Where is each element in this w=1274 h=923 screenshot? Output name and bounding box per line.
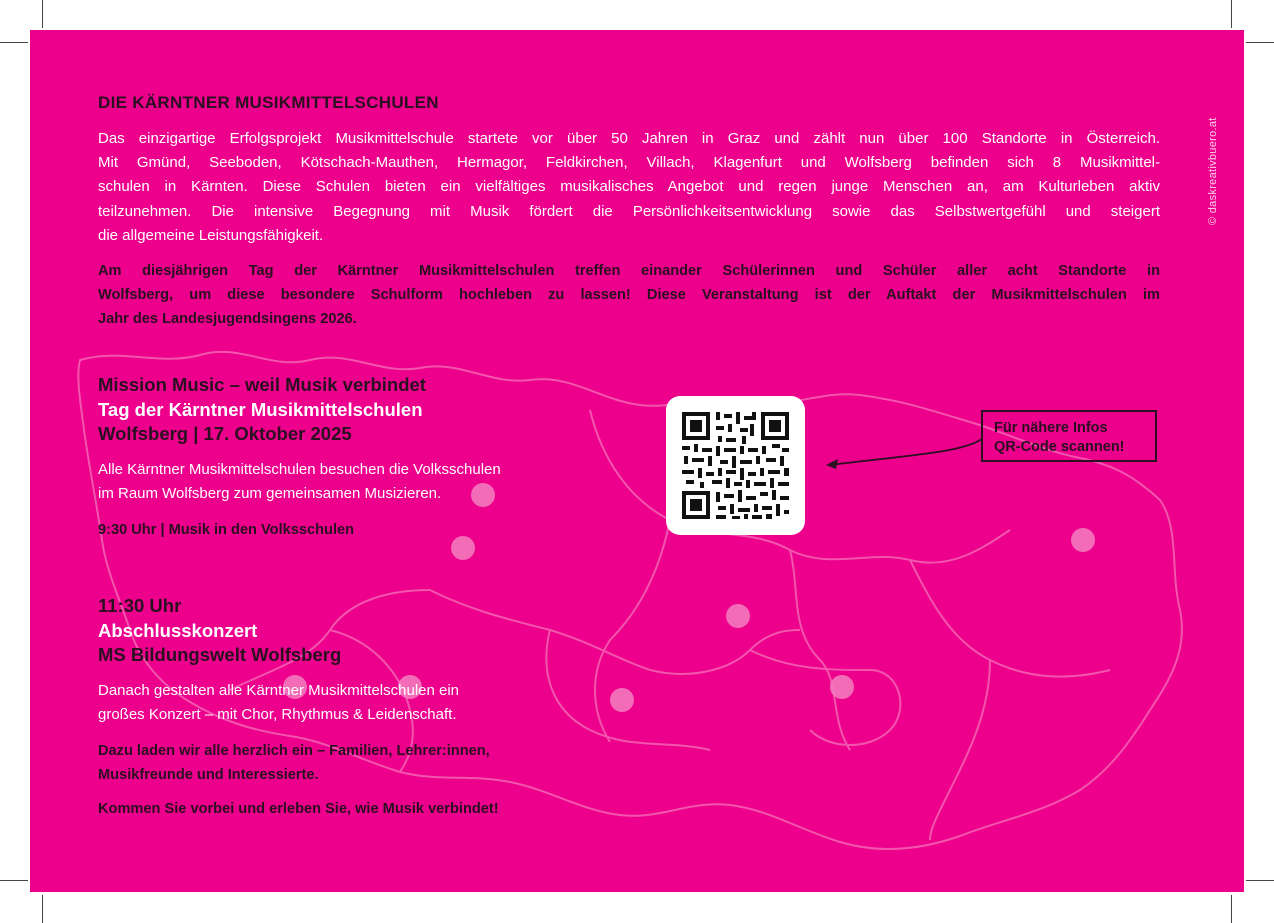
concert-title: Abschlusskonzert — [98, 619, 258, 641]
intro-line: Das einzigartige Erfolgsprojekt Musikmittelschule startete vor über 50 Jahren in Graz und zählt nun über 100 Standorte in Österreich. — [98, 130, 1160, 147]
intro-line: schulen in Kärnten. Diese Schulen bieten ein vielfältiges musikalisches Angebot und regen junge Menschen an, am Kulturleben aktiv — [98, 178, 1160, 196]
concert-description-line: großes Konzert – mit Chor, Rhythmus & Leidenschaft. — [98, 706, 457, 724]
intro-line: teilzunehmen. Die intensive Begegnung mit Musik fördert die Persönlichkeitsentwicklung sowie das Selbstwertgefühl und steigert — [98, 202, 1160, 220]
intro-paragraph — [98, 127, 1160, 248]
concert-heading — [98, 594, 341, 668]
event-date: Wolfsberg | 17. Oktober 2025 — [98, 423, 352, 444]
concert-time: 11:30 Uhr — [98, 595, 182, 616]
concert-description — [98, 679, 459, 727]
credit-text: © daskreativbuero.at — [1207, 117, 1219, 225]
page-title: DIE KÄRNTNER MUSIKMITTELSCHULEN — [98, 93, 439, 112]
flyer-page — [30, 30, 1244, 892]
crop-mark — [42, 0, 43, 28]
concert-description-line: Danach gestalten alle Kärntner Musikmittelschulen ein — [98, 682, 460, 699]
crop-mark — [0, 42, 28, 43]
qr-code-icon — [666, 396, 805, 535]
intro-bold-line: Am diesjährigen Tag der Kärntner Musikmittelschulen treffen einander Schülerinnen und Schüler aller acht Standorte in — [98, 263, 1160, 279]
intro-bold-paragraph — [98, 259, 1160, 332]
invitation-line: Musikfreunde und Interessierte. — [98, 767, 319, 784]
closing-text: Kommen Sie vorbei und erleben Sie, wie Musik verbindet! — [98, 801, 499, 817]
crop-mark — [1231, 895, 1232, 923]
event-motto: Mission Music – weil Musik verbindet — [98, 374, 426, 395]
crop-mark — [42, 895, 43, 923]
qr-hint-line: Für nähere Infos — [994, 420, 1108, 436]
invitation-line: Dazu laden wir alle herzlich ein – Familien, Lehrer:innen, — [98, 743, 490, 759]
intro-line: Mit Gmünd, Seeboden, Kötschach-Mauthen, Hermagor, Feldkirchen, Villach, Klagenfurt und Wolfsberg befinden sich 8 Musikmittel- — [98, 154, 1160, 172]
qr-hint-line: QR-Code scannen! — [994, 439, 1125, 455]
crop-mark — [0, 880, 28, 881]
invitation-text — [98, 739, 490, 787]
crop-mark — [1231, 0, 1232, 28]
event-description-line: im Raum Wolfsberg zum gemeinsamen Musizieren. — [98, 485, 442, 503]
crop-mark — [1246, 880, 1274, 881]
arrow-icon — [810, 425, 990, 475]
event-description-line: Alle Kärntner Musikmittelschulen besuchen die Volksschulen — [98, 461, 501, 478]
concert-venue: MS Bildungswelt Wolfsberg — [98, 644, 342, 665]
copyright-credit — [1193, 65, 1219, 225]
event-name: Tag der Kärntner Musikmittelschulen — [98, 398, 423, 420]
event-heading — [98, 373, 426, 447]
qr-code[interactable] — [666, 396, 805, 535]
intro-bold-line: Jahr des Landesjugendsingens 2026. — [98, 311, 357, 328]
qr-hint-box — [981, 410, 1157, 462]
event-description — [98, 458, 501, 506]
schedule-item-morning: 9:30 Uhr | Musik in den Volksschulen — [98, 522, 355, 538]
crop-mark — [1246, 42, 1274, 43]
intro-bold-line: Wolfsberg, um diese besondere Schulform hochleben zu lassen! Diese Veranstaltung ist der Auftakt der Musikmittelschulen im — [98, 287, 1160, 304]
intro-line: die allgemeine Leistungsfähigkeit. — [98, 226, 324, 244]
